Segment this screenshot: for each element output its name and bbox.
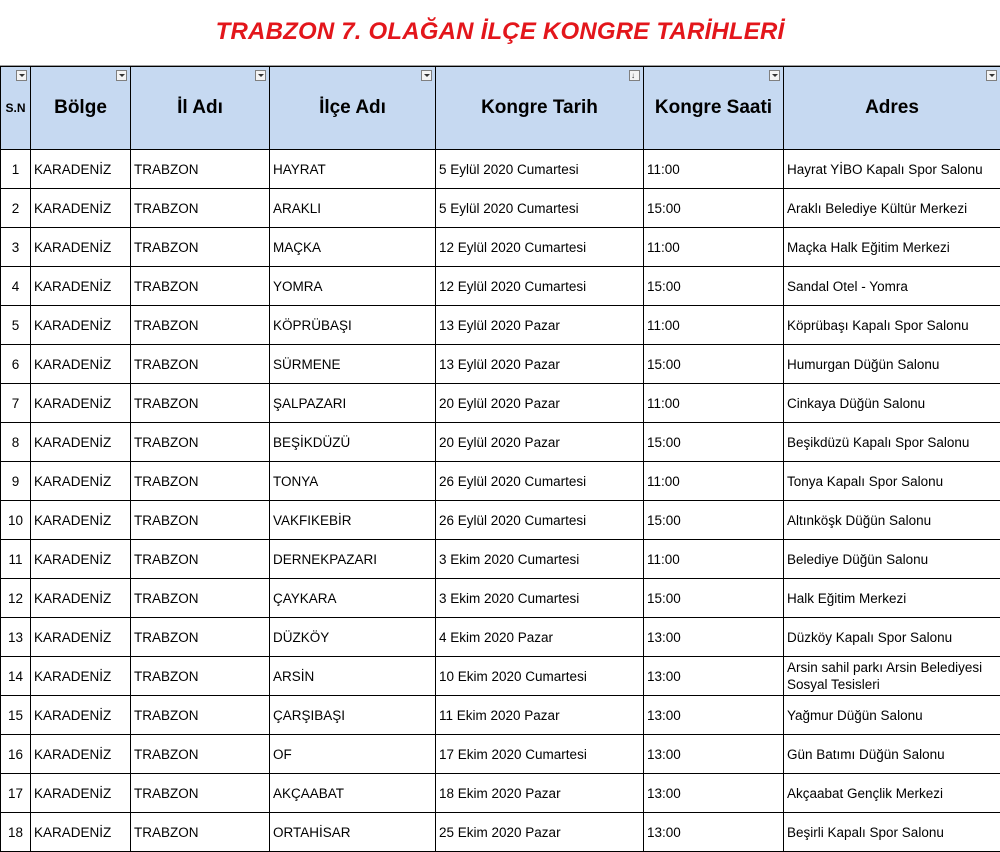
cell-adres[interactable]: Humurgan Düğün Salonu — [784, 345, 1000, 384]
cell-ilce[interactable]: ARAKLI — [270, 189, 436, 228]
cell-saat[interactable]: 13:00 — [644, 735, 784, 774]
cell-sn[interactable]: 5 — [1, 306, 31, 345]
cell-il[interactable]: TRABZON — [131, 774, 270, 813]
table-row — [1, 384, 1000, 423]
cell-ilce[interactable]: TONYA — [270, 462, 436, 501]
cell-bolge[interactable]: KARADENİZ — [31, 228, 131, 267]
cell-il[interactable]: TRABZON — [131, 813, 270, 852]
cell-adres[interactable]: Belediye Düğün Salonu — [784, 540, 1000, 579]
header-label: İl Adı — [177, 97, 223, 118]
cell-ilce[interactable]: HAYRAT — [270, 150, 436, 189]
header-sn — [1, 67, 31, 150]
cell-saat[interactable]: 13:00 — [644, 813, 784, 852]
cell-saat[interactable]: 11:00 — [644, 150, 784, 189]
cell-bolge[interactable]: KARADENİZ — [31, 150, 131, 189]
cell-il[interactable]: TRABZON — [131, 618, 270, 657]
cell-ilce[interactable]: SÜRMENE — [270, 345, 436, 384]
cell-il[interactable]: TRABZON — [131, 462, 270, 501]
table-row — [1, 189, 1000, 228]
cell-bolge[interactable]: KARADENİZ — [31, 540, 131, 579]
cell-il[interactable]: TRABZON — [131, 579, 270, 618]
cell-sn[interactable]: 7 — [1, 384, 31, 423]
cell-saat[interactable]: 13:00 — [644, 774, 784, 813]
cell-ilce[interactable]: MAÇKA — [270, 228, 436, 267]
cell-ilce[interactable]: AKÇAABAT — [270, 774, 436, 813]
cell-bolge[interactable]: KARADENİZ — [31, 267, 131, 306]
cell-sn[interactable]: 17 — [1, 774, 31, 813]
cell-ilce[interactable]: ÇAYKARA — [270, 579, 436, 618]
page-title: TRABZON 7. OLAĞAN İLÇE KONGRE TARİHLERİ — [0, 18, 1000, 46]
cell-adres[interactable]: Halk Eğitim Merkezi — [784, 579, 1000, 618]
cell-bolge[interactable]: KARADENİZ — [31, 423, 131, 462]
cell-il[interactable]: TRABZON — [131, 696, 270, 735]
cell-sn[interactable]: 13 — [1, 618, 31, 657]
cell-saat[interactable]: 15:00 — [644, 345, 784, 384]
cell-bolge[interactable]: KARADENİZ — [31, 813, 131, 852]
table-row — [1, 501, 1000, 540]
cell-bolge[interactable]: KARADENİZ — [31, 501, 131, 540]
cell-saat[interactable]: 11:00 — [644, 306, 784, 345]
table-row — [1, 345, 1000, 384]
header-ilce-adi — [270, 67, 436, 150]
header-label: İlçe Adı — [319, 97, 386, 118]
filter-dropdown-icon[interactable] — [16, 70, 27, 81]
cell-saat[interactable]: 13:00 — [644, 618, 784, 657]
cell-saat[interactable]: 15:00 — [644, 579, 784, 618]
cell-sn[interactable]: 3 — [1, 228, 31, 267]
cell-tarih[interactable]: 3 Ekim 2020 Cumartesi — [436, 540, 644, 579]
cell-sn[interactable]: 8 — [1, 423, 31, 462]
cell-il[interactable]: TRABZON — [131, 228, 270, 267]
cell-tarih[interactable]: 17 Ekim 2020 Cumartesi — [436, 735, 644, 774]
cell-sn[interactable]: 1 — [1, 150, 31, 189]
cell-ilce[interactable]: ORTAHİSAR — [270, 813, 436, 852]
header-kongre-saati — [644, 67, 784, 150]
cell-tarih[interactable]: 5 Eylül 2020 Cumartesi — [436, 189, 644, 228]
cell-saat[interactable]: 11:00 — [644, 540, 784, 579]
cell-sn[interactable]: 12 — [1, 579, 31, 618]
cell-ilce[interactable]: DERNEKPAZARI — [270, 540, 436, 579]
header-label: Bölge — [54, 97, 107, 118]
table-row — [1, 462, 1000, 501]
cell-sn[interactable]: 15 — [1, 696, 31, 735]
table-row — [1, 696, 1000, 735]
cell-il[interactable]: TRABZON — [131, 540, 270, 579]
cell-sn[interactable]: 10 — [1, 501, 31, 540]
cell-ilce[interactable]: KÖPRÜBAŞI — [270, 306, 436, 345]
table-row — [1, 618, 1000, 657]
header-bolge — [31, 67, 131, 150]
filter-dropdown-icon[interactable] — [116, 70, 127, 81]
cell-bolge[interactable]: KARADENİZ — [31, 345, 131, 384]
cell-sn[interactable]: 18 — [1, 813, 31, 852]
cell-tarih[interactable]: 20 Eylül 2020 Pazar — [436, 384, 644, 423]
cell-bolge[interactable]: KARADENİZ — [31, 657, 131, 696]
cell-tarih[interactable]: 3 Ekim 2020 Cumartesi — [436, 579, 644, 618]
cell-adres[interactable]: Altınköşk Düğün Salonu — [784, 501, 1000, 540]
table-row — [1, 150, 1000, 189]
cell-sn[interactable]: 9 — [1, 462, 31, 501]
cell-saat[interactable]: 13:00 — [644, 657, 784, 696]
cell-il[interactable]: TRABZON — [131, 501, 270, 540]
cell-bolge[interactable]: KARADENİZ — [31, 462, 131, 501]
cell-tarih[interactable]: 25 Ekim 2020 Pazar — [436, 813, 644, 852]
cell-tarih[interactable]: 26 Eylül 2020 Cumartesi — [436, 501, 644, 540]
cell-sn[interactable]: 11 — [1, 540, 31, 579]
header-label: Adres — [865, 97, 919, 118]
cell-adres[interactable]: Beşirli Kapalı Spor Salonu — [784, 813, 1000, 852]
header-label: Kongre Tarih — [481, 97, 598, 118]
cell-adres[interactable]: Yağmur Düğün Salonu — [784, 696, 1000, 735]
cell-bolge[interactable]: KARADENİZ — [31, 696, 131, 735]
table-row — [1, 774, 1000, 813]
cell-adres[interactable]: Arsin sahil parkı Arsin Belediyesi Sosyal Tesisleri — [784, 657, 1000, 696]
table-row — [1, 540, 1000, 579]
cell-tarih[interactable]: 13 Eylül 2020 Pazar — [436, 306, 644, 345]
cell-il[interactable]: TRABZON — [131, 735, 270, 774]
filter-dropdown-icon[interactable] — [255, 70, 266, 81]
cell-il[interactable]: TRABZON — [131, 267, 270, 306]
cell-tarih[interactable]: 11 Ekim 2020 Pazar — [436, 696, 644, 735]
cell-il[interactable]: TRABZON — [131, 189, 270, 228]
table-row — [1, 267, 1000, 306]
cell-sn[interactable]: 16 — [1, 735, 31, 774]
cell-tarih[interactable]: 26 Eylül 2020 Cumartesi — [436, 462, 644, 501]
table-row — [1, 579, 1000, 618]
cell-tarih[interactable]: 12 Eylül 2020 Cumartesi — [436, 267, 644, 306]
cell-adres[interactable]: Hayrat YİBO Kapalı Spor Salonu — [784, 150, 1000, 189]
cell-saat[interactable]: 13:00 — [644, 696, 784, 735]
cell-ilce[interactable]: BEŞİKDÜZÜ — [270, 423, 436, 462]
header-label: Kongre Saati — [655, 97, 772, 118]
cell-bolge[interactable]: KARADENİZ — [31, 306, 131, 345]
table-row — [1, 813, 1000, 852]
cell-tarih[interactable]: 5 Eylül 2020 Cumartesi — [436, 150, 644, 189]
cell-tarih[interactable]: 12 Eylül 2020 Cumartesi — [436, 228, 644, 267]
cell-adres[interactable]: Araklı Belediye Kültür Merkezi — [784, 189, 1000, 228]
cell-adres[interactable]: Beşikdüzü Kapalı Spor Salonu — [784, 423, 1000, 462]
cell-bolge[interactable]: KARADENİZ — [31, 735, 131, 774]
cell-il[interactable]: TRABZON — [131, 306, 270, 345]
cell-bolge[interactable]: KARADENİZ — [31, 618, 131, 657]
filter-dropdown-icon[interactable] — [769, 70, 780, 81]
cell-saat[interactable]: 11:00 — [644, 228, 784, 267]
cell-saat[interactable]: 11:00 — [644, 384, 784, 423]
cell-ilce[interactable]: ÇARŞIBAŞI — [270, 696, 436, 735]
cell-ilce[interactable]: ŞALPAZARI — [270, 384, 436, 423]
cell-il[interactable]: TRABZON — [131, 657, 270, 696]
kongre-table — [0, 66, 1000, 852]
table-row — [1, 423, 1000, 462]
cell-bolge[interactable]: KARADENİZ — [31, 579, 131, 618]
header-adres — [784, 67, 1000, 150]
cell-tarih[interactable]: 18 Ekim 2020 Pazar — [436, 774, 644, 813]
cell-adres[interactable]: Cinkaya Düğün Salonu — [784, 384, 1000, 423]
header-row — [1, 67, 1000, 150]
cell-ilce[interactable]: YOMRA — [270, 267, 436, 306]
table-row — [1, 657, 1000, 696]
cell-ilce[interactable]: ARSİN — [270, 657, 436, 696]
cell-adres[interactable]: Akçaabat Gençlik Merkezi — [784, 774, 1000, 813]
cell-tarih[interactable]: 13 Eylül 2020 Pazar — [436, 345, 644, 384]
cell-sn[interactable]: 4 — [1, 267, 31, 306]
cell-ilce[interactable]: DÜZKÖY — [270, 618, 436, 657]
cell-tarih[interactable]: 4 Ekim 2020 Pazar — [436, 618, 644, 657]
table-row — [1, 735, 1000, 774]
cell-ilce[interactable]: VAKFIKEBİR — [270, 501, 436, 540]
cell-tarih[interactable]: 10 Ekim 2020 Cumartesi — [436, 657, 644, 696]
cell-ilce[interactable]: OF — [270, 735, 436, 774]
filter-dropdown-icon[interactable] — [421, 70, 432, 81]
cell-sn[interactable]: 14 — [1, 657, 31, 696]
cell-adres[interactable]: Gün Batımı Düğün Salonu — [784, 735, 1000, 774]
cell-il[interactable]: TRABZON — [131, 345, 270, 384]
cell-il[interactable]: TRABZON — [131, 384, 270, 423]
cell-adres[interactable]: Sandal Otel - Yomra — [784, 267, 1000, 306]
cell-il[interactable]: TRABZON — [131, 150, 270, 189]
cell-il[interactable]: TRABZON — [131, 423, 270, 462]
cell-adres[interactable]: Düzköy Kapalı Spor Salonu — [784, 618, 1000, 657]
cell-saat[interactable]: 11:00 — [644, 462, 784, 501]
cell-sn[interactable]: 6 — [1, 345, 31, 384]
cell-tarih[interactable]: 20 Eylül 2020 Pazar — [436, 423, 644, 462]
cell-saat[interactable]: 15:00 — [644, 501, 784, 540]
header-il-adi — [131, 67, 270, 150]
table-row — [1, 228, 1000, 267]
cell-adres[interactable]: Tonya Kapalı Spor Salonu — [784, 462, 1000, 501]
cell-adres[interactable]: Köprübaşı Kapalı Spor Salonu — [784, 306, 1000, 345]
title-bar — [0, 0, 1000, 66]
cell-bolge[interactable]: KARADENİZ — [31, 384, 131, 423]
cell-saat[interactable]: 15:00 — [644, 189, 784, 228]
header-label: S.N — [5, 101, 25, 115]
sort-filter-icon[interactable] — [629, 70, 640, 81]
header-kongre-tarih — [436, 67, 644, 150]
cell-saat[interactable]: 15:00 — [644, 267, 784, 306]
cell-bolge[interactable]: KARADENİZ — [31, 189, 131, 228]
cell-adres[interactable]: Maçka Halk Eğitim Merkezi — [784, 228, 1000, 267]
table-row — [1, 306, 1000, 345]
filter-dropdown-icon[interactable] — [986, 70, 997, 81]
cell-sn[interactable]: 2 — [1, 189, 31, 228]
cell-saat[interactable]: 15:00 — [644, 423, 784, 462]
cell-bolge[interactable]: KARADENİZ — [31, 774, 131, 813]
